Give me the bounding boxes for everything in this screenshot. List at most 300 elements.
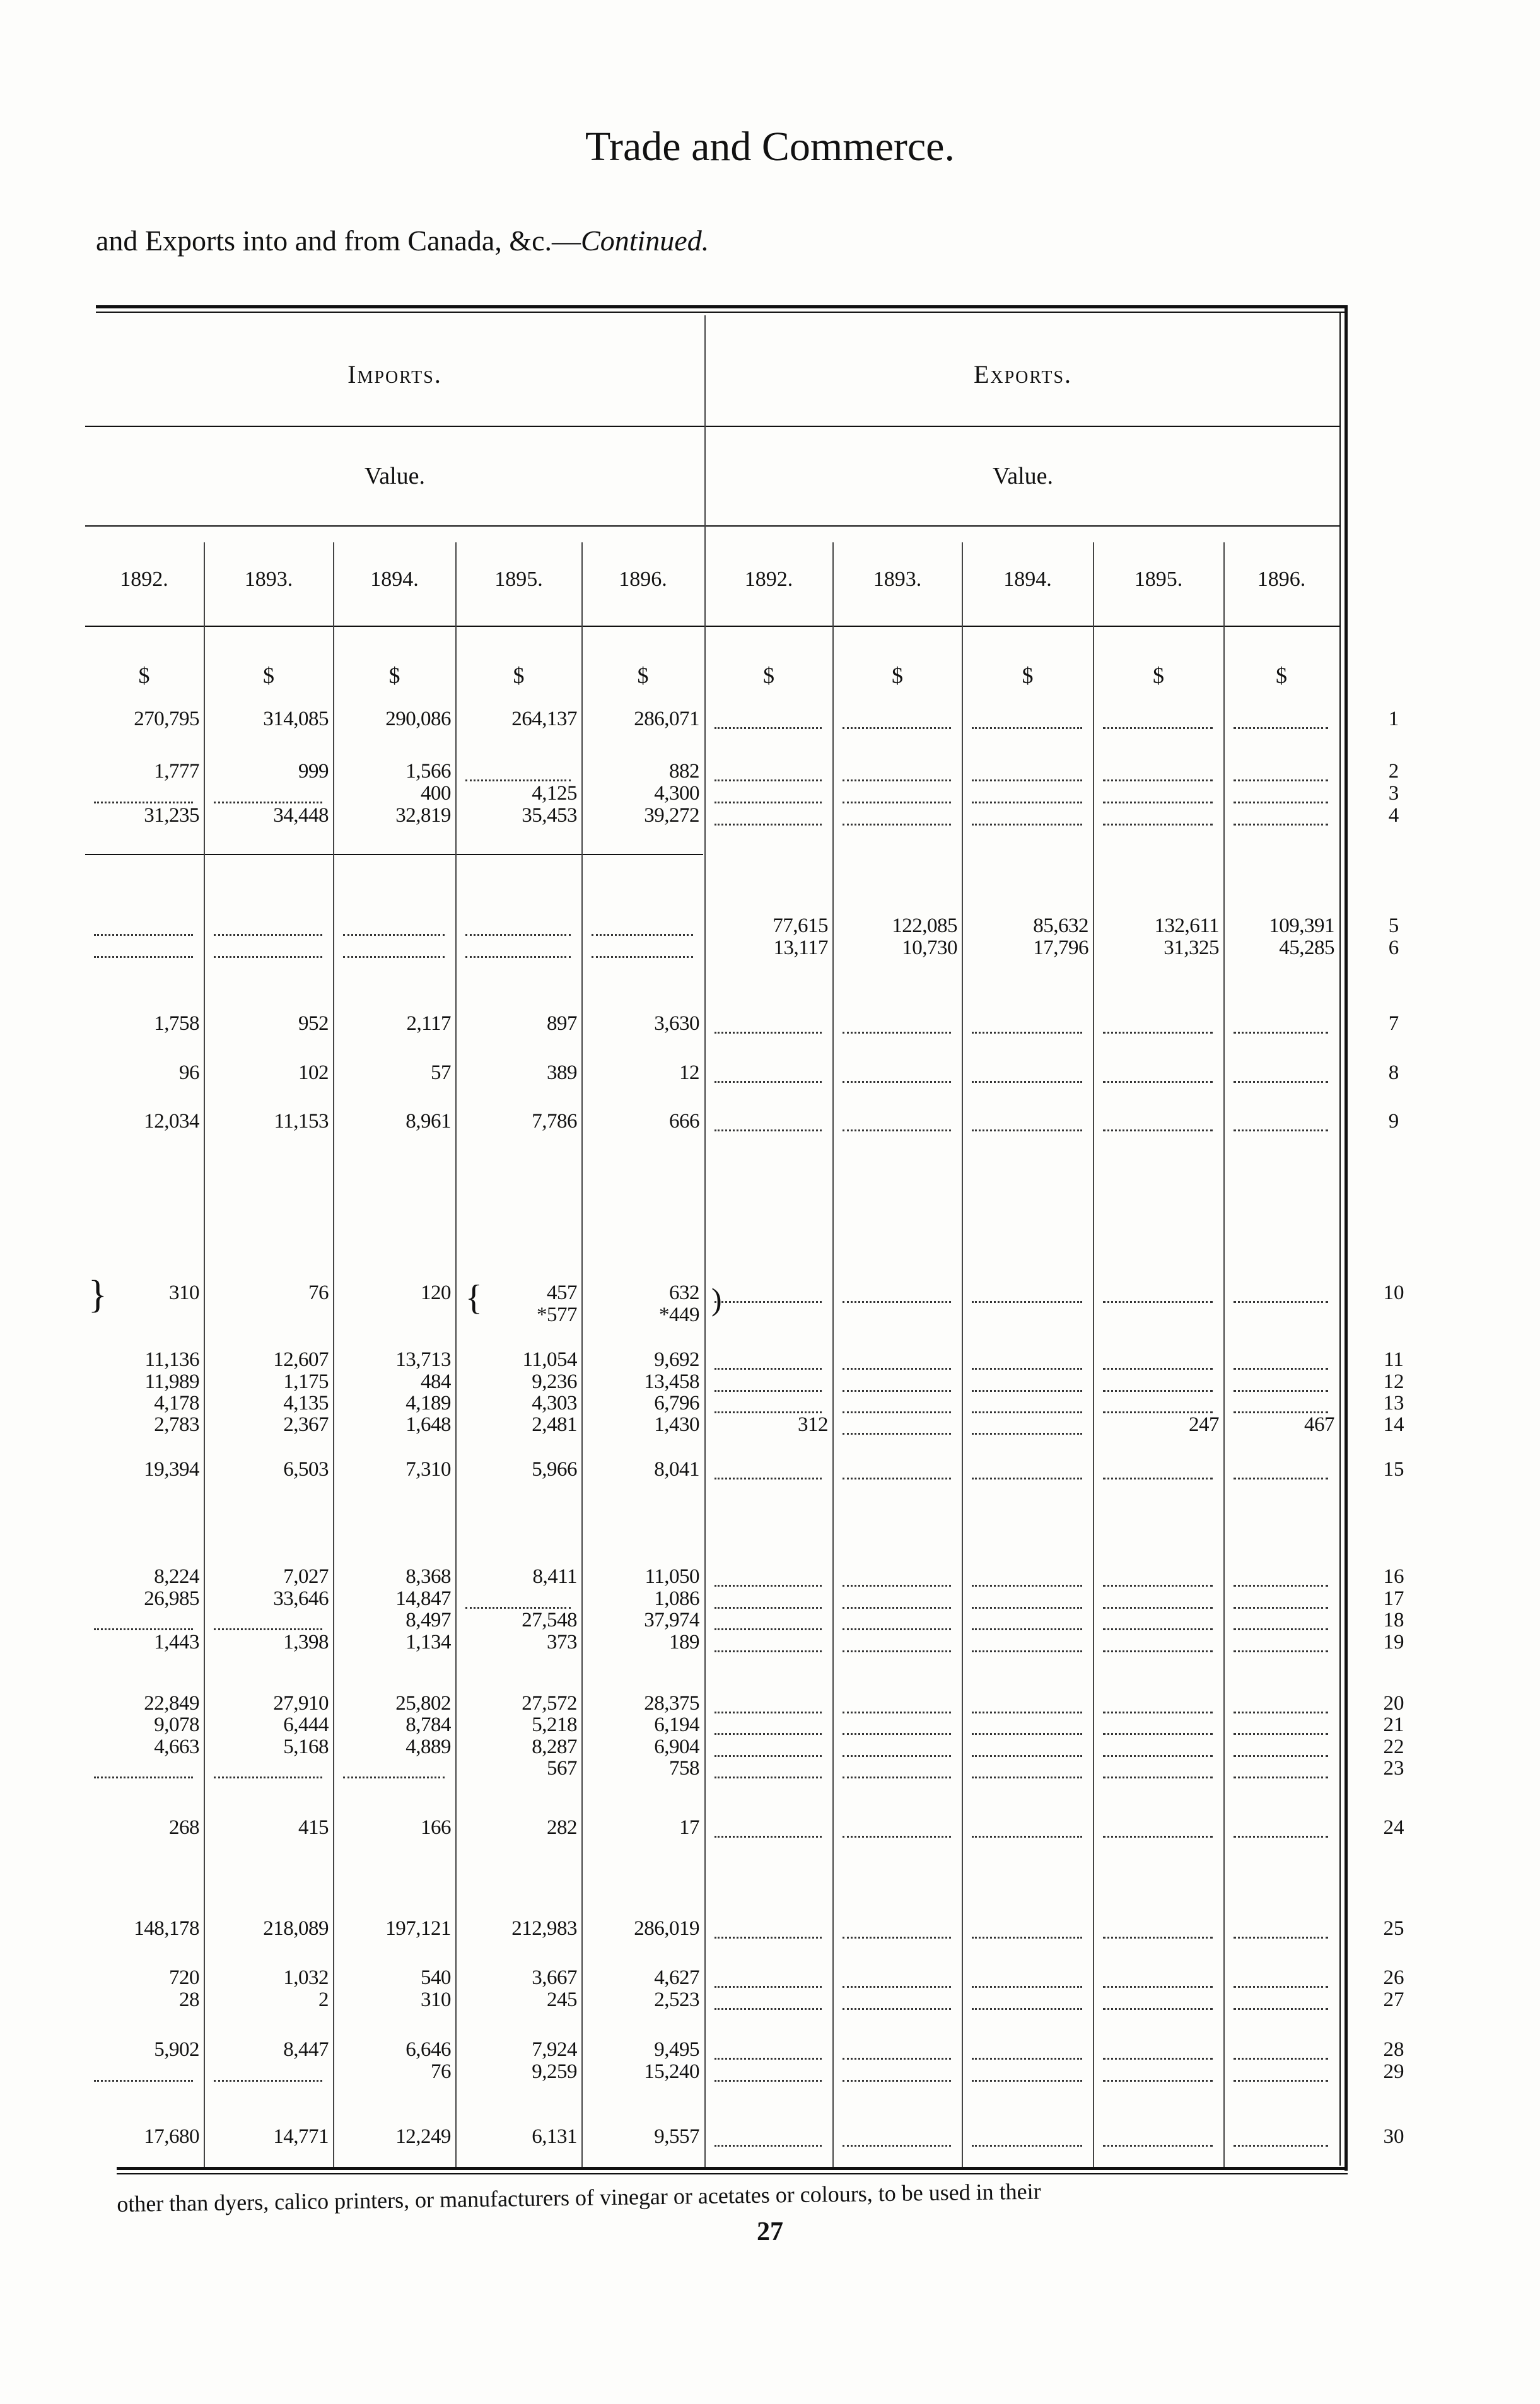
table-cell: 12,249 [395, 2125, 451, 2148]
exports-year-header: 1895. [1134, 568, 1183, 591]
exports-year-header: 1894. [1003, 568, 1052, 591]
leader-dots [843, 1710, 951, 1713]
leader-dots [843, 1935, 951, 1939]
leader-dots [214, 1775, 322, 1778]
table-cell: 3,630 [654, 1012, 699, 1035]
table-cell: 310 [421, 1988, 451, 2011]
leader-dots [465, 954, 571, 958]
table-cell: 1,777 [154, 760, 199, 783]
leader-dots [1234, 1583, 1328, 1587]
table-cell: 57 [431, 1061, 451, 1084]
line-number: 21 [1383, 1713, 1404, 1736]
leader-dots [972, 1079, 1082, 1083]
table-cell: 1,443 [154, 1631, 199, 1654]
table-cell: 12 [679, 1061, 699, 1084]
table-cell: 132,611 [1154, 914, 1219, 937]
leader-dots [1234, 1366, 1328, 1370]
leader-dots [843, 2143, 951, 2147]
exports-year-header: 1892. [744, 568, 793, 591]
leader-dots [1103, 1079, 1213, 1083]
table-cell: 8,368 [405, 1565, 451, 1588]
table-cell: 4,889 [405, 1736, 451, 1758]
leader-dots [1103, 1731, 1213, 1735]
line-number: 10 [1383, 1281, 1404, 1304]
table-cell: 8,961 [405, 1110, 451, 1133]
leader-dots [843, 1984, 951, 1988]
leader-dots [1234, 1753, 1328, 1757]
leader-dots [843, 1366, 951, 1370]
exports-year-header: 1893. [873, 568, 922, 591]
table-cell: 2,367 [283, 1413, 329, 1436]
leader-dots [972, 1626, 1082, 1630]
table-cell: 245 [547, 1988, 577, 2011]
line-number: 24 [1383, 1816, 1404, 1839]
leader-dots [465, 778, 571, 781]
leader-dots [715, 1366, 822, 1370]
table-cell: 4,627 [654, 1966, 699, 1989]
currency-symbol: $ [1153, 663, 1164, 688]
table-cell: 148,178 [134, 1917, 199, 1940]
leader-dots [1103, 800, 1213, 803]
leader-dots [1234, 1626, 1328, 1630]
header-rule-3 [85, 626, 1340, 627]
line-number: 2 [1388, 760, 1399, 783]
leader-dots [1103, 2006, 1213, 2010]
table-cell: 17,796 [1033, 937, 1088, 959]
table-cell: 247 [1189, 1413, 1219, 1436]
header-rule-1 [85, 426, 1340, 427]
leader-dots [1103, 2078, 1213, 2082]
table-cell: 5,218 [532, 1713, 577, 1736]
table-cell: 7,310 [405, 1458, 451, 1481]
leader-dots [214, 2078, 322, 2082]
leader-dots [1234, 1476, 1328, 1479]
table-cell: 25,802 [395, 1692, 451, 1715]
table-cell: 166 [421, 1816, 451, 1839]
table-cell: 6,646 [405, 2038, 451, 2061]
leader-dots [972, 1030, 1082, 1034]
table-cell: 952 [298, 1012, 329, 1035]
table-cell: 758 [669, 1757, 699, 1780]
table-cell: 9,495 [654, 2038, 699, 2061]
leader-dots [1103, 1583, 1213, 1587]
leader-dots [843, 2056, 951, 2060]
leader-dots [715, 2078, 822, 2082]
leader-dots [343, 954, 445, 958]
line-number: 25 [1383, 1917, 1404, 1940]
table-cell: 467 [1304, 1413, 1334, 1436]
table-cell: 2,481 [532, 1413, 577, 1436]
brace-row-10-1896: ) [711, 1281, 722, 1317]
table-cell: 286,071 [634, 708, 699, 730]
table-cell: 8,447 [283, 2038, 329, 2061]
leader-dots [972, 1935, 1082, 1939]
table-cell: 22,849 [144, 1692, 199, 1715]
table-cell: 2,783 [154, 1413, 199, 1436]
leader-dots [843, 2078, 951, 2082]
leader-dots [843, 1583, 951, 1587]
table-cell: 122,085 [892, 914, 957, 937]
table-cell: 19,394 [144, 1458, 199, 1481]
table-cell: 400 [421, 782, 451, 805]
table-cell: 34,448 [273, 804, 329, 827]
currency-symbol: $ [763, 663, 774, 688]
table-cell: 282 [547, 1816, 577, 1839]
leader-dots [94, 2078, 193, 2082]
footnote: other than dyers, calico printers, or manufacturers of vinegar or acetates or colours, to be used in their [117, 2178, 1041, 2217]
line-number: 20 [1383, 1692, 1404, 1715]
leader-dots [214, 932, 322, 936]
currency-symbol: $ [1276, 663, 1287, 688]
table-cell: 76 [308, 1281, 329, 1304]
leader-dots [1234, 1605, 1328, 1609]
table-cell: 8,224 [154, 1565, 199, 1588]
line-number: 18 [1383, 1609, 1404, 1631]
section-rule [85, 854, 703, 855]
leader-dots [715, 1935, 822, 1939]
leader-dots [843, 800, 951, 803]
table-cell: 13,117 [773, 937, 828, 959]
table-cell: 268 [169, 1816, 199, 1839]
leader-dots [1103, 725, 1213, 729]
leader-dots [715, 1775, 822, 1778]
table-cell: 12,034 [144, 1110, 199, 1133]
line-number: 17 [1383, 1587, 1404, 1610]
line-number: 7 [1388, 1012, 1399, 1035]
table-right-rule [1345, 305, 1348, 2171]
imports-year-header: 1895. [494, 568, 543, 591]
table-cell: 632 [669, 1281, 699, 1304]
table-cell: 45,285 [1279, 937, 1334, 959]
leader-dots [972, 778, 1082, 781]
table-bottom-rule-thin [117, 2173, 1348, 2174]
line-number: 9 [1388, 1110, 1399, 1133]
table-cell: 312 [798, 1413, 828, 1436]
table-cell: 484 [421, 1370, 451, 1393]
exports-header: Exports. [973, 360, 1073, 388]
table-cell: 9,259 [532, 2060, 577, 2083]
leader-dots [715, 800, 822, 803]
leader-dots [1103, 822, 1213, 826]
leader-dots [843, 1731, 951, 1735]
line-number: 27 [1383, 1988, 1404, 2011]
leader-dots [972, 1299, 1082, 1303]
leader-dots [715, 822, 822, 826]
table-cell: 4,300 [654, 782, 699, 805]
leader-dots [843, 1030, 951, 1034]
leader-dots [972, 1775, 1082, 1778]
leader-dots [1103, 1128, 1213, 1131]
table-cell: 10,730 [902, 937, 957, 959]
subtitle-text: and Exports into and from Canada, &c.— [96, 225, 581, 257]
table-cell: 26,985 [144, 1587, 199, 1610]
leader-dots [343, 932, 445, 936]
line-number: 15 [1383, 1458, 1404, 1481]
table-cell: 33,646 [273, 1587, 329, 1610]
leader-dots [1234, 1299, 1328, 1303]
line-number: 11 [1384, 1348, 1404, 1371]
leader-dots [715, 1753, 822, 1757]
leader-dots [972, 1388, 1082, 1392]
brace-row-10-1895: { [465, 1278, 482, 1317]
table-cell: 1,086 [654, 1587, 699, 1610]
leader-dots [715, 1128, 822, 1131]
currency-symbol: $ [388, 663, 400, 688]
table-cell: 9,236 [532, 1370, 577, 1393]
table-cell: 96 [179, 1061, 199, 1084]
leader-dots [1103, 1834, 1213, 1838]
table-cell: 28,375 [644, 1692, 699, 1715]
leader-dots [94, 954, 193, 958]
leader-dots [94, 1775, 193, 1778]
leader-dots [972, 725, 1082, 729]
leader-dots [1234, 1128, 1328, 1131]
line-number: 8 [1388, 1061, 1399, 1084]
table-cell: 12,607 [273, 1348, 329, 1371]
table-cell: 77,615 [773, 914, 828, 937]
leader-dots [1103, 1648, 1213, 1652]
subtitle-continued: Continued. [581, 225, 709, 257]
leader-dots [1103, 1605, 1213, 1609]
leader-dots [843, 778, 951, 781]
table-cell: 6,194 [654, 1713, 699, 1736]
leader-dots [972, 1366, 1082, 1370]
leader-dots [715, 1710, 822, 1713]
table-cell: 15,240 [644, 2060, 699, 2083]
leader-dots [843, 1605, 951, 1609]
col-divider-exp-1 [832, 542, 834, 2167]
imports-exports-divider [704, 315, 706, 2167]
leader-dots [1103, 1626, 1213, 1630]
header-rule-2 [85, 525, 1340, 527]
table-cell: 120 [421, 1281, 451, 1304]
table-cell: 882 [669, 760, 699, 783]
table-cell: 6,796 [654, 1392, 699, 1415]
line-number: 13 [1383, 1392, 1404, 1415]
table-cell: 6,904 [654, 1736, 699, 1758]
leader-dots [715, 2143, 822, 2147]
leader-dots [1234, 1030, 1328, 1034]
leader-dots [1103, 1299, 1213, 1303]
leader-dots [843, 1626, 951, 1630]
col-divider-exp-4 [1223, 542, 1225, 2167]
table-cell-secondary: *449 [659, 1304, 699, 1326]
leader-dots [214, 800, 322, 803]
leader-dots [1103, 1030, 1213, 1034]
table-cell: 76 [431, 2060, 451, 2083]
line-number: 28 [1383, 2038, 1404, 2061]
leader-dots [1234, 778, 1328, 781]
leader-dots [1103, 1775, 1213, 1778]
table-cell: 14,771 [273, 2125, 329, 2148]
line-number: 30 [1383, 2125, 1404, 2148]
table-cell: 6,503 [283, 1458, 329, 1481]
leader-dots [715, 1388, 822, 1392]
table-cell: 11,153 [274, 1110, 329, 1133]
leader-dots [715, 1605, 822, 1609]
line-number: 22 [1383, 1736, 1404, 1758]
leader-dots [1103, 2056, 1213, 2060]
table-cell: 5,902 [154, 2038, 199, 2061]
leader-dots [1234, 822, 1328, 826]
exports-year-header: 1896. [1257, 568, 1306, 591]
leader-dots [972, 2006, 1082, 2010]
leader-dots [715, 1626, 822, 1630]
leader-dots [1234, 1648, 1328, 1652]
table-cell: 8,497 [405, 1609, 451, 1631]
imports-year-header: 1893. [244, 568, 293, 591]
table-cell: 2,523 [654, 1988, 699, 2011]
leader-dots [1103, 1710, 1213, 1713]
leader-dots [1234, 1731, 1328, 1735]
leader-dots [843, 1753, 951, 1757]
leader-dots [1103, 778, 1213, 781]
table-cell: 1,430 [654, 1413, 699, 1436]
table-cell: 567 [547, 1757, 577, 1780]
table-cell: 666 [669, 1110, 699, 1133]
leader-dots [972, 1648, 1082, 1652]
currency-symbol: $ [892, 663, 903, 688]
leader-dots [1234, 1984, 1328, 1988]
leader-dots [1103, 1476, 1213, 1479]
currency-symbol: $ [263, 663, 274, 688]
leader-dots [843, 1388, 951, 1392]
leader-dots [1234, 725, 1328, 729]
page-subtitle [96, 224, 709, 257]
currency-symbol: $ [637, 663, 649, 688]
table-cell: 9,692 [654, 1348, 699, 1371]
imports-year-header: 1894. [370, 568, 419, 591]
leader-dots [972, 1409, 1082, 1413]
table-cell: 11,136 [144, 1348, 199, 1371]
table-cell: 13,458 [644, 1370, 699, 1393]
leader-dots [94, 800, 193, 803]
table-cell: 11,054 [522, 1348, 577, 1371]
table-cell: 1,175 [283, 1370, 329, 1393]
leader-dots [972, 1984, 1082, 1988]
leader-dots [843, 1834, 951, 1838]
table-cell: 373 [547, 1631, 577, 1654]
table-cell: 212,983 [511, 1917, 577, 1940]
imports-value-header: Value. [364, 463, 426, 489]
table-cell: 7,786 [532, 1110, 577, 1133]
table-cell: 540 [421, 1966, 451, 1989]
table-top-rule [96, 305, 1348, 308]
table-cell: 7,924 [532, 2038, 577, 2061]
table-cell: 109,391 [1269, 914, 1334, 937]
leader-dots [1234, 2056, 1328, 2060]
leader-dots [715, 778, 822, 781]
leader-dots [1234, 2143, 1328, 2147]
leader-dots [715, 1834, 822, 1838]
line-number: 29 [1383, 2060, 1404, 2083]
line-number: 19 [1383, 1631, 1404, 1654]
leader-dots [1234, 1775, 1328, 1778]
leader-dots [972, 1605, 1082, 1609]
table-cell: 9,557 [654, 2125, 699, 2148]
table-cell: 2 [318, 1988, 329, 2011]
leader-dots [972, 2143, 1082, 2147]
leader-dots [1234, 2006, 1328, 2010]
line-number: 23 [1383, 1757, 1404, 1780]
leader-dots [1234, 1834, 1328, 1838]
leader-dots [972, 2056, 1082, 2060]
table-cell: 31,235 [144, 804, 199, 827]
table-cell: 720 [169, 1966, 199, 1989]
leader-dots [1234, 1388, 1328, 1392]
leader-dots [1103, 1984, 1213, 1988]
table-cell: 17 [679, 1816, 699, 1839]
table-cell: 4,178 [154, 1392, 199, 1415]
table-cell: 11,989 [144, 1370, 199, 1393]
imports-header: Imports. [347, 360, 442, 388]
line-number: 6 [1388, 937, 1399, 959]
leader-dots [214, 1626, 322, 1630]
table-cell-secondary: *577 [537, 1304, 577, 1326]
table-cell: 85,632 [1033, 914, 1088, 937]
leader-dots [843, 822, 951, 826]
line-number: 3 [1388, 782, 1399, 805]
table-cell: 197,121 [385, 1917, 451, 1940]
leader-dots [843, 725, 951, 729]
table-cell: 7,027 [283, 1565, 329, 1588]
table-cell: 27,910 [273, 1692, 329, 1715]
table-cell: 8,784 [405, 1713, 451, 1736]
leader-dots [972, 1753, 1082, 1757]
table-cell: 27,572 [522, 1692, 577, 1715]
table-cell: 4,303 [532, 1392, 577, 1415]
leader-dots [1103, 2143, 1213, 2147]
leader-dots [94, 932, 193, 936]
leader-dots [715, 1476, 822, 1479]
leader-dots [1103, 1935, 1213, 1939]
table-cell: 314,085 [263, 708, 329, 730]
leader-dots [1103, 1366, 1213, 1370]
leader-dots [1234, 1710, 1328, 1713]
line-number: 4 [1388, 804, 1399, 827]
leader-dots [465, 932, 571, 936]
leader-dots [592, 954, 693, 958]
table-cell: 28 [179, 1988, 199, 2011]
table-cell: 4,135 [283, 1392, 329, 1415]
col-divider-exp-2 [962, 542, 963, 2167]
leader-dots [715, 1731, 822, 1735]
table-cell: 8,041 [654, 1458, 699, 1481]
table-cell: 8,287 [532, 1736, 577, 1758]
table-cell: 6,131 [532, 2125, 577, 2148]
table-cell: 218,089 [263, 1917, 329, 1940]
leader-dots [214, 954, 322, 958]
table-cell: 2,117 [406, 1012, 451, 1035]
table-cell: 189 [669, 1631, 699, 1654]
table-cell: 897 [547, 1012, 577, 1035]
table-cell: 415 [298, 1816, 329, 1839]
table-cell: 27,548 [522, 1609, 577, 1631]
table-cell: 4,189 [405, 1392, 451, 1415]
table-cell: 4,125 [532, 782, 577, 805]
table-cell: 270,795 [134, 708, 199, 730]
leader-dots [972, 822, 1082, 826]
leader-dots [972, 1731, 1082, 1735]
table-cell: 1,398 [283, 1631, 329, 1654]
table-cell: 1,134 [405, 1631, 451, 1654]
table-bottom-rule [117, 2167, 1348, 2170]
leader-dots [972, 1476, 1082, 1479]
leader-dots [843, 1476, 951, 1479]
leader-dots [972, 1431, 1082, 1435]
table-cell: 290,086 [385, 708, 451, 730]
table-cell: 102 [298, 1061, 329, 1084]
